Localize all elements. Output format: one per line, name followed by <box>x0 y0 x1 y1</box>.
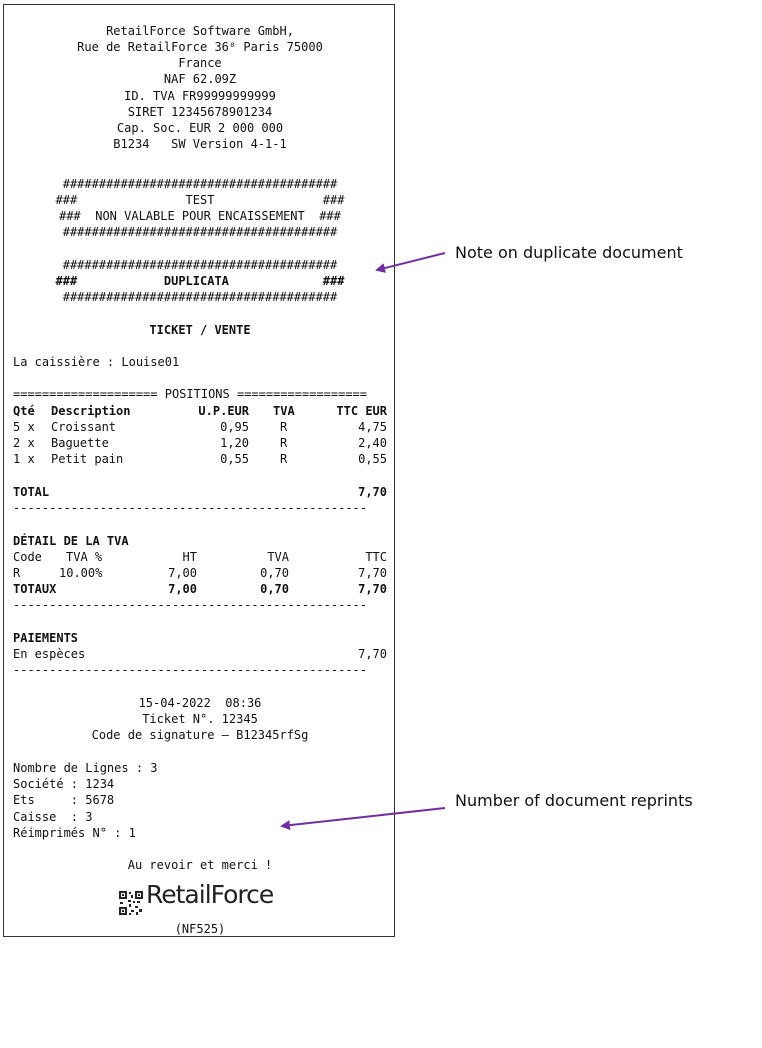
test-box-border-top: ###################################### <box>62 177 338 191</box>
share-capital: Cap. Soc. EUR 2 000 000 <box>116 121 284 135</box>
reprints-note-label: Number of document reprints <box>455 791 693 810</box>
company-name: RetailForce Software GmbH, <box>106 24 294 38</box>
item-price: 0,95 <box>220 420 249 434</box>
company-code: Société : 1234 <box>13 777 115 791</box>
ticket-number: Ticket N°. 12345 <box>142 712 258 726</box>
item-ttc: 0,55 <box>358 452 387 466</box>
goodbye-message: Au revoir et merci ! <box>127 858 273 872</box>
item-desc: Baguette <box>51 436 109 450</box>
item-desc: Petit pain <box>51 452 124 466</box>
duplicata-label: ### DUPLICATA ### <box>55 274 345 288</box>
tva-totals-ttc: 7,70 <box>358 582 387 596</box>
tva-id: ID. TVA FR99999999999 <box>124 89 276 103</box>
item-tva: R <box>280 436 288 450</box>
duplicate-note-label: Note on duplicate document <box>455 243 683 262</box>
total-label: TOTAL <box>13 485 50 499</box>
tva-rate: 10.00% <box>59 566 103 580</box>
item-ttc: 2,40 <box>358 436 387 450</box>
test-box-line-1: ### TEST ### <box>55 193 345 207</box>
ticket-title: TICKET / VENTE <box>149 323 251 337</box>
item-desc: Croissant <box>51 420 117 434</box>
nf525-certification: (NF525) <box>174 922 226 936</box>
tva-totals-label: TOTAUX <box>13 582 57 596</box>
logo-wordmark: RetailForce <box>146 880 274 909</box>
duplicata-box-border-top: ###################################### <box>62 258 338 272</box>
signature-code: Code de signature – B12345rfSg <box>91 728 309 742</box>
divider: ------------------------------------------------- <box>13 598 368 612</box>
item-price: 0,55 <box>220 452 249 466</box>
tva-header-code: Code <box>13 550 42 564</box>
duplicata-box-border-bottom: ###################################### <box>62 290 338 304</box>
tva-detail-title: DÉTAIL DE LA TVA <box>13 534 129 548</box>
software-version: B1234 SW Version 4-1-1 <box>113 137 287 151</box>
item-qty: 2 x <box>13 436 35 450</box>
payment-amount: 7,70 <box>358 647 387 661</box>
item-ttc: 4,75 <box>358 420 387 434</box>
positions-separator: ==================== POSITIONS ================== <box>13 387 368 401</box>
tva-amount: 0,70 <box>260 566 289 580</box>
header-ttc: TTC EUR <box>336 404 387 418</box>
tva-header-rate: TVA % <box>66 550 103 564</box>
company-country: France <box>178 56 222 70</box>
item-tva: R <box>280 452 288 466</box>
payment-method: En espèces <box>13 647 86 661</box>
divider: ------------------------------------------------- <box>13 663 368 677</box>
item-qty: 5 x <box>13 420 35 434</box>
header-qty: Qté <box>13 404 35 418</box>
establishment-code: Ets : 5678 <box>13 793 115 807</box>
header-tva: TVA <box>273 404 295 418</box>
item-qty: 1 x <box>13 452 35 466</box>
duplicate-arrow <box>377 253 445 270</box>
register-number: Caisse : 3 <box>13 810 93 824</box>
cashier: La caissière : Louise01 <box>13 355 180 369</box>
header-unit-price: U.P.EUR <box>198 404 249 418</box>
payments-title: PAIEMENTS <box>13 631 79 645</box>
reprints-arrow <box>282 808 445 826</box>
lines-count: Nombre de Lignes : 3 <box>13 761 158 775</box>
header-description: Description <box>51 404 131 418</box>
tva-ttc: 7,70 <box>358 566 387 580</box>
datetime: 15-04-2022 08:36 <box>138 696 262 710</box>
divider: ------------------------------------------------- <box>13 501 368 515</box>
tva-header-ttc: TTC <box>365 550 387 564</box>
company-address: Rue de RetailForce 36⁰ Paris 75000 <box>77 40 323 54</box>
tva-header-tva: TVA <box>267 550 289 564</box>
test-box-line-2: ### NON VALABLE POUR ENCAISSEMENT ### <box>59 209 341 223</box>
naf-code: NAF 62.09Z <box>163 72 237 86</box>
item-tva: R <box>280 420 288 434</box>
tva-totals-ht: 7,00 <box>168 582 197 596</box>
test-box-border-bottom: ###################################### <box>62 225 338 239</box>
total-value: 7,70 <box>358 485 387 499</box>
tva-ht: 7,00 <box>168 566 197 580</box>
siret: SIRET 12345678901234 <box>127 105 273 119</box>
tva-header-ht: HT <box>182 550 197 564</box>
item-price: 1,20 <box>220 436 249 450</box>
reprint-count: Réimprimés N° : 1 <box>13 826 136 840</box>
tva-code: R <box>13 566 21 580</box>
tva-totals-tva: 0,70 <box>260 582 289 596</box>
